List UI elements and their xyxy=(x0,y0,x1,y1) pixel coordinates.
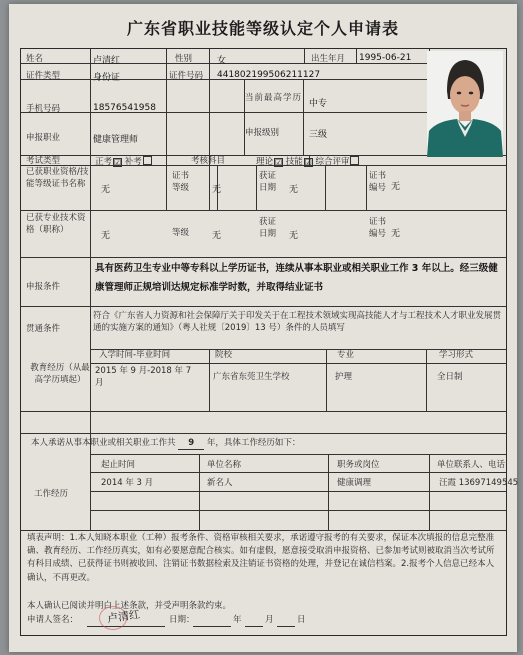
title-date-label: 获证日期 xyxy=(259,217,277,240)
sign-line xyxy=(87,626,165,627)
declaration-text: 填表声明：1.本人知晓本职业（工种）报考条件、资格审核相关要求，承诺遵守报考的有关要求，保证本次填报的信息完整准确、教育经历、工作经历真实，如有必要愿意配合核实。如有虚假，愿意接受取消申报资格、已参加考试则被取消当次考试所有科目成绩、已获得证书则被收回、注销证书数据检索及注销证书资格的处理，并登记在诚信档案。2.报考个人信息已经本人确认，不再更改。 xyxy=(27,533,495,583)
review-checkbox[interactable] xyxy=(350,156,359,165)
work-position: 健康调理 xyxy=(337,478,372,488)
work-unit: 新名人 xyxy=(207,478,233,488)
exam-normal-option[interactable] xyxy=(95,156,152,168)
birth-value: 1995-06-21 xyxy=(359,53,412,63)
grid-line xyxy=(21,530,506,531)
through-label: 贯通条件 xyxy=(26,324,61,334)
title-level-label: 等级 xyxy=(172,228,190,238)
grid-line xyxy=(209,165,210,210)
grid-line xyxy=(303,79,304,155)
edu-major: 护理 xyxy=(335,372,353,382)
theory-label: 理论 xyxy=(256,157,274,167)
gender-value: 女 xyxy=(217,56,227,66)
occupation-label: 申报职业 xyxy=(26,133,61,143)
title-no-label: 证书编号 xyxy=(369,217,387,240)
work-header-position: 职务或岗位 xyxy=(337,460,380,470)
cert-level-value: 无 xyxy=(212,185,222,195)
grid-line xyxy=(244,79,245,155)
grid-line xyxy=(90,363,506,364)
edu-form: 全日制 xyxy=(437,372,463,382)
work-header-unit: 单位名称 xyxy=(207,460,242,470)
day-line[interactable] xyxy=(277,626,295,627)
work-header-period: 起止时间 xyxy=(101,460,136,470)
cert-no-label-2: 证书编号 xyxy=(369,171,387,194)
title-level-value: 无 xyxy=(212,231,222,241)
year-line[interactable] xyxy=(193,626,231,627)
grid-line xyxy=(366,165,367,210)
grid-line xyxy=(90,49,91,530)
grid-line xyxy=(21,411,506,412)
obtained-cert-value: 无 xyxy=(101,185,111,195)
birth-label: 出生年月 xyxy=(311,54,346,64)
grid-line xyxy=(304,49,305,63)
grid-line xyxy=(90,454,506,455)
month-label: 月 xyxy=(265,615,274,625)
edu-header-major: 专业 xyxy=(337,350,355,360)
subject-label: 考核科目 xyxy=(191,156,226,166)
day-label: 日 xyxy=(297,615,306,625)
grid-line xyxy=(21,210,506,211)
title-no-value: 无 xyxy=(391,229,401,239)
grid-line xyxy=(426,349,427,411)
obtained-cert-label: 已获职业资格/技能等级证书名称 xyxy=(26,167,89,190)
grid-line xyxy=(328,454,329,530)
work-years-statement xyxy=(31,438,300,450)
exam-normal-checkbox[interactable]: ☑ xyxy=(114,158,122,167)
grid-line xyxy=(90,491,506,492)
date-label: 日期： xyxy=(169,615,195,625)
exam-type-label: 考试类型 xyxy=(26,156,61,166)
work-years-suffix: 年，具体工作经历如下： xyxy=(206,438,301,448)
edu-school: 广东省东莞卫生学校 xyxy=(213,372,290,382)
work-start: 2014 年 3 月 xyxy=(101,478,154,488)
grid-line xyxy=(90,510,506,511)
edu-header-school: 院校 xyxy=(215,350,233,360)
theory-checkbox[interactable]: ☑ xyxy=(275,158,283,167)
cert-date-label: 获证日期 xyxy=(259,171,277,194)
work-header-contact: 单位联系人、电话 xyxy=(437,460,506,470)
exam-retake-label: 补考 xyxy=(124,157,142,167)
conditions-label: 申报条件 xyxy=(26,282,61,292)
cert-level-label: 证书等级 xyxy=(172,171,190,194)
cert-type-label: 证件类型 xyxy=(26,71,61,81)
skill-label: 技能 xyxy=(285,157,303,167)
conditions-text: 具有医药卫生专业中等专科以上学历证书，连续从事本职业或相关职业工作 3 年以上。经三级健康管理师正规培训达规定标准学时数，并取得结业证书 xyxy=(95,263,498,293)
grid-line xyxy=(429,454,430,530)
skill-checkbox[interactable]: ☑ xyxy=(304,158,312,167)
phone-label: 手机号码 xyxy=(26,104,61,114)
declaration-confirm: 本人确认已阅读并明白上述条款，并受声明条款约束。 xyxy=(27,601,232,611)
grid-line xyxy=(21,433,506,434)
education-label: 当前最高学历 xyxy=(245,93,303,103)
work-contact: 汪霞 13697149545 xyxy=(439,478,519,488)
review-label: 综合评审 xyxy=(315,157,350,167)
gender-label: 性别 xyxy=(175,54,193,64)
portrait-image xyxy=(427,51,503,157)
title-date-value: 无 xyxy=(289,231,299,241)
grid-line xyxy=(209,349,210,411)
grid-line xyxy=(256,165,257,210)
education-value: 中专 xyxy=(309,99,328,109)
application-form-paper xyxy=(9,4,517,652)
cert-date-value: 无 xyxy=(289,185,299,195)
grid-line xyxy=(90,472,506,473)
grid-line xyxy=(21,257,506,258)
work-years-value: 9 xyxy=(178,438,204,450)
work-years-prefix: 本人承诺从事本职业或相关职业工作共 xyxy=(31,438,176,448)
edu-header-period: 入学时间-毕业时间 xyxy=(99,350,171,360)
through-text: 符合《广东省人力资源和社会保障厅关于印发关于在工程技术领域实现高技能人才与工程技术人才职业发展贯通的实施方案的通知》（粤人社规〔2019〕13 号）条件的人员填写 xyxy=(93,311,502,334)
exam-retake-checkbox[interactable] xyxy=(143,156,152,165)
level-value: 三级 xyxy=(309,130,328,140)
name-label: 姓名 xyxy=(26,54,44,64)
grid-line xyxy=(325,165,326,210)
subject-options[interactable] xyxy=(256,156,359,168)
applicant-signature: 卢清红 xyxy=(106,607,141,626)
level-label: 申报级别 xyxy=(245,128,280,138)
title-cert-label: 已获专业技术资格（职称） xyxy=(26,213,86,236)
grid-line xyxy=(199,454,200,530)
year-label: 年 xyxy=(233,615,242,625)
education-history-label: 教育经历（从最高学历填起） xyxy=(30,363,90,386)
edu-header-form: 学习形式 xyxy=(439,350,474,360)
cert-no-value: 441802199506211127 xyxy=(217,70,321,80)
sign-label: 申请人签名： xyxy=(27,615,79,625)
cert-no-value-2: 无 xyxy=(391,182,401,192)
cert-no-label: 证件号码 xyxy=(169,71,204,81)
month-line[interactable] xyxy=(245,626,263,627)
grid-line xyxy=(21,112,429,113)
form-title: 广东省职业技能等级认定个人申请表 xyxy=(126,19,399,38)
grid-line xyxy=(166,49,167,210)
cert-type-value: 身份证 xyxy=(93,73,121,83)
occupation-value: 健康管理师 xyxy=(93,135,139,145)
title-cert-value: 无 xyxy=(101,231,111,241)
grid-line xyxy=(21,306,506,307)
exam-normal-label: 正考 xyxy=(95,157,113,167)
grid-line xyxy=(356,49,357,63)
edu-period: 2015 年 9 月-2018 年 7 月 xyxy=(95,366,192,389)
grid-line xyxy=(326,349,327,411)
phone-value: 18576541958 xyxy=(93,103,156,113)
work-history-label: 工作经历 xyxy=(34,489,69,499)
name-value: 卢清红 xyxy=(93,56,121,66)
applicant-photo xyxy=(427,51,503,157)
